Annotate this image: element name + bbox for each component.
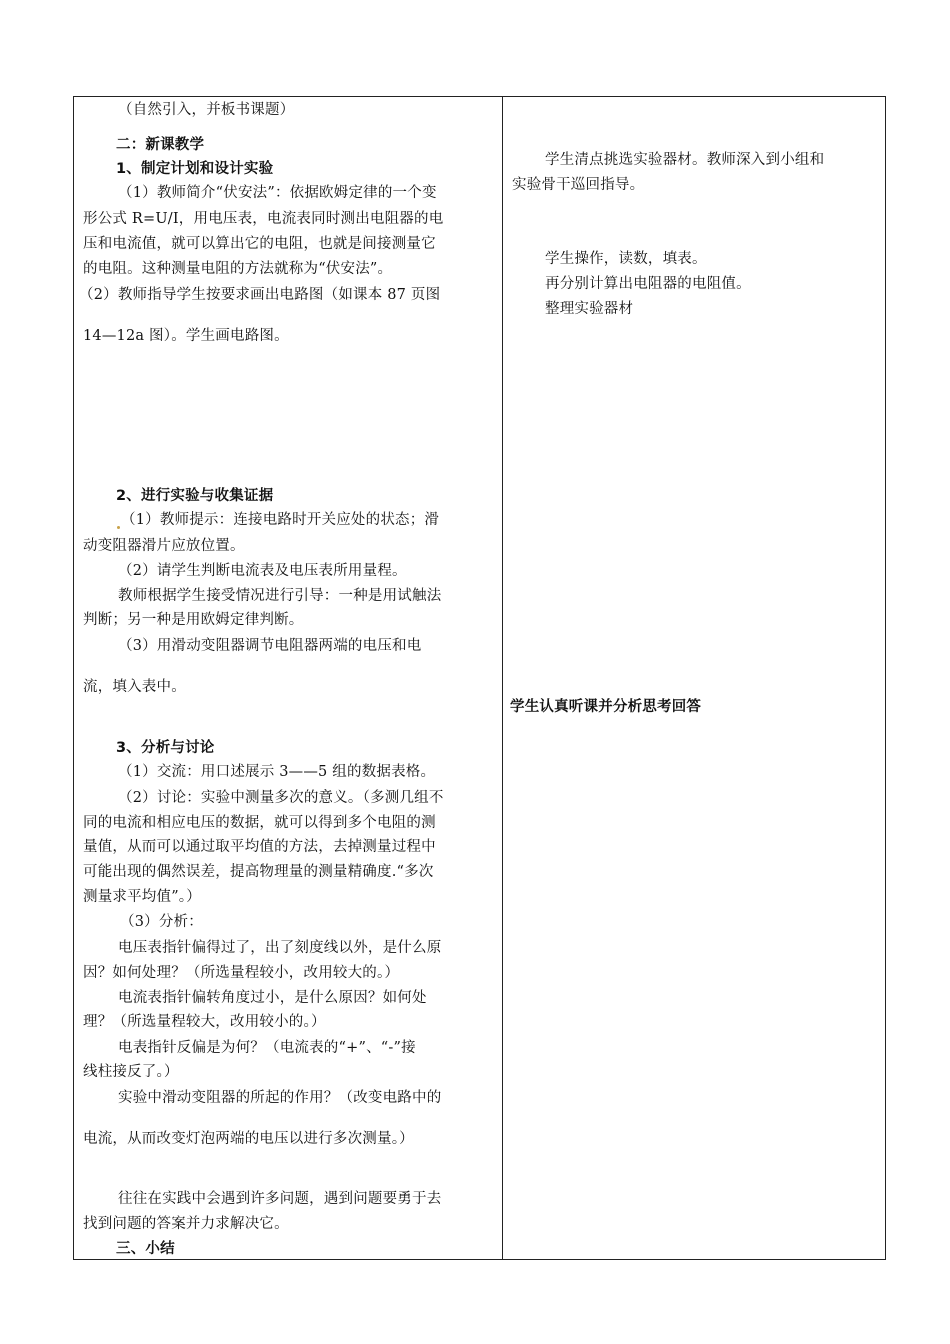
question-4-line-1: 实验中滑动变阻器的所起的作用？（改变电路中的 xyxy=(118,1090,442,1106)
right-note-3: 再分别计算出电阻器的电阻值。 xyxy=(545,276,751,292)
question-2-line-2: 理？（所选量程较大，改用较小的。） xyxy=(83,1014,326,1030)
sub-2-title: 2、进行实验与收集证据 xyxy=(116,488,274,504)
sub-3-title: 3、分析与讨论 xyxy=(116,740,215,756)
sub-3-para-1: （1）交流：用口述展示 3——5 组的数据表格。 xyxy=(118,764,436,780)
column-divider xyxy=(502,96,503,1260)
sub-3-para-2-line-3: 量值，从而可以通过取平均值的方法，去掉测量过程中 xyxy=(83,839,436,855)
right-note-4: 整理实验器材 xyxy=(545,301,634,317)
question-4-line-2: 电流，从而改变灯泡两端的电压以进行多次测量。） xyxy=(83,1131,414,1147)
sub-2-para-4-line-1: （3）用滑动变阻器调节电阻器两端的电压和电 xyxy=(118,638,422,654)
right-note-2: 学生操作，读数，填表。 xyxy=(545,251,707,267)
intro-note: （自然引入，并板书课题） xyxy=(118,102,295,118)
sub-2-para-2: （2）请学生判断电流表及电压表所用量程。 xyxy=(118,563,407,579)
right-note-1-line-1: 学生清点挑选实验器材。教师深入到小组和 xyxy=(545,152,825,168)
sub-1-para-1-line-2: 形公式 R=U/I，用电压表，电流表同时测出电阻器的电 xyxy=(83,211,444,227)
closing-line-2: 找到问题的答案并力求解决它。 xyxy=(83,1216,289,1232)
sub-2-para-3-line-2: 判断；另一种是用欧姆定律判断。 xyxy=(83,612,304,628)
margin-dot xyxy=(117,526,120,529)
sub-2-para-1-line-2: 动变阻器滑片应放位置。 xyxy=(83,538,245,554)
right-note-5: 学生认真听课并分析思考回答 xyxy=(510,699,702,715)
sub-1-para-1-line-4: 的电阻。这种测量电阻的方法就称为“伏安法”。 xyxy=(83,261,393,277)
sub-1-para-1-line-1: （1）教师简介“伏安法”：依据欧姆定律的一个变 xyxy=(118,185,437,201)
sub-1-para-1-line-3: 压和电流值，就可以算出它的电阻，也就是间接测量它 xyxy=(83,236,436,252)
sub-3-para-2-line-4: 可能出现的偶然误差，提高物理量的测量精确度.“多次 xyxy=(83,864,434,880)
right-note-1-line-2: 实验骨干巡回指导。 xyxy=(512,177,645,193)
sub-3-para-2-line-1: （2）讨论：实验中测量多次的意义。（多测几组不 xyxy=(118,790,444,806)
sub-2-para-1-line-1: （1）教师提示：连接电路时开关应处的状态；滑 xyxy=(116,511,439,529)
sub-3-para-2-line-2: 同的电流和相应电压的数据，就可以得到多个电阻的测 xyxy=(83,815,436,831)
question-2-line-1: 电流表指针偏转角度过小，是什么原因？如何处 xyxy=(118,990,427,1006)
sub-2-para-4-line-2: 流，填入表中。 xyxy=(83,679,186,695)
sub-1-title: 1、制定计划和设计实验 xyxy=(116,161,274,177)
section-2-title: 二：新课教学 xyxy=(116,137,205,153)
sub-1-para-2-line-1: （2）教师指导学生按要求画出电路图（如课本 87 页图 xyxy=(79,287,441,303)
sub-3-para-2-line-5: 测量求平均值”。） xyxy=(83,889,201,905)
question-1-line-2: 因？如何处理？（所选量程较小，改用较大的。） xyxy=(83,965,400,981)
question-3-line-2: 线柱接反了。） xyxy=(83,1064,179,1080)
question-3-line-1: 电表指针反偏是为何？（电流表的“+”、“-”接 xyxy=(118,1040,416,1056)
section-3-title: 三、小结 xyxy=(116,1241,175,1257)
closing-line-1: 往往在实践中会遇到许多问题，遇到问题要勇于去 xyxy=(118,1191,442,1207)
sub-3-para-3: （3）分析： xyxy=(120,914,203,930)
sub-2-para-3-line-1: 教师根据学生接受情况进行引导：一种是用试触法 xyxy=(118,588,442,604)
question-1-line-1: 电压表指针偏得过了，出了刻度线以外，是什么原 xyxy=(118,940,442,956)
sub-1-para-2-line-2: 14—12a 图）。学生画电路图。 xyxy=(83,328,289,344)
